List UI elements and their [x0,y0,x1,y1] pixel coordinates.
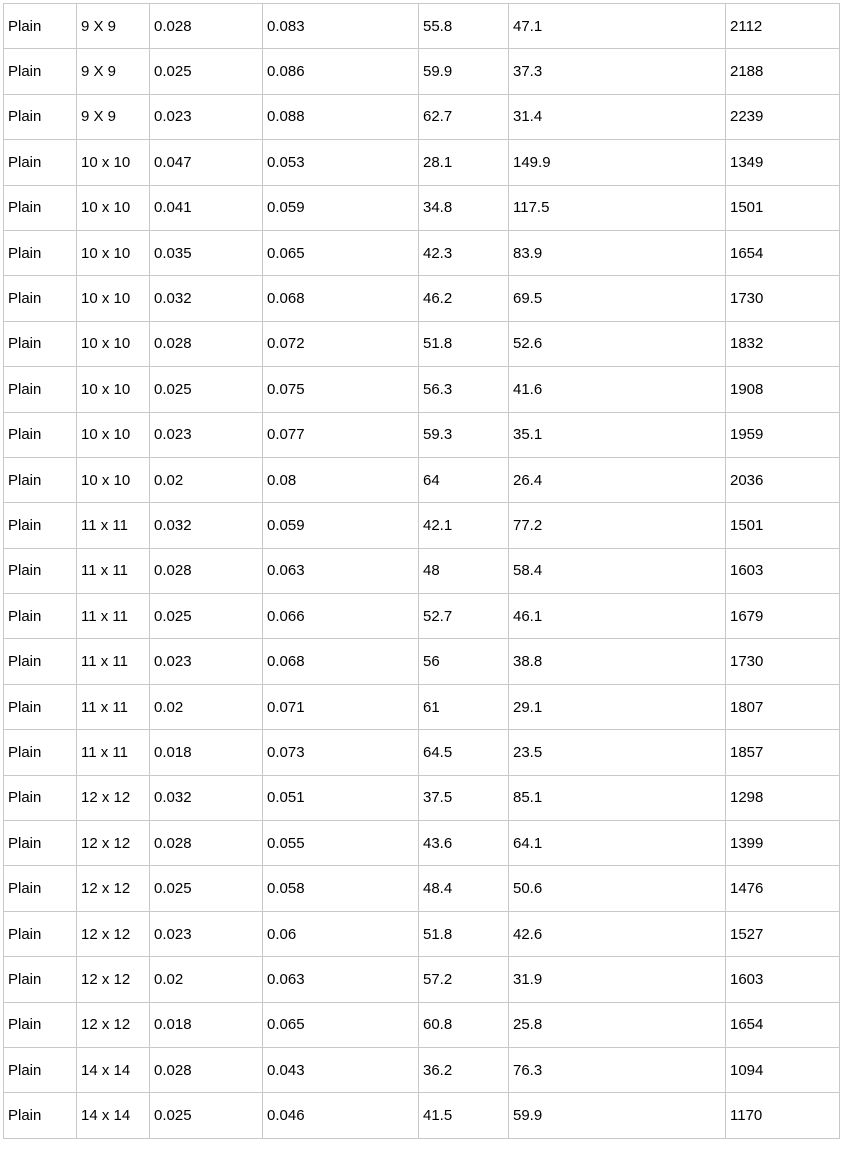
value-a-cell: 0.032 [150,775,263,820]
value-d-cell: 85.1 [509,775,726,820]
table-row [4,321,840,366]
value-d-cell: 29.1 [509,684,726,729]
value-b-cell: 0.072 [263,321,419,366]
size-cell: 10 x 10 [77,367,150,412]
value-c-cell: 36.2 [419,1047,509,1092]
value-a-cell: 0.023 [150,639,263,684]
value-e-cell: 2239 [726,94,840,139]
value-c-cell: 61 [419,684,509,729]
value-e-cell: 1298 [726,775,840,820]
value-b-cell: 0.071 [263,684,419,729]
size-cell: 10 x 10 [77,412,150,457]
table-row [4,185,840,230]
value-e-cell: 2188 [726,49,840,94]
value-e-cell: 1908 [726,367,840,412]
value-b-cell: 0.059 [263,185,419,230]
value-e-cell: 1730 [726,276,840,321]
size-cell: 10 x 10 [77,321,150,366]
value-b-cell: 0.059 [263,503,419,548]
value-e-cell: 1603 [726,548,840,593]
value-b-cell: 0.046 [263,1093,419,1138]
value-c-cell: 64 [419,457,509,502]
type-cell: Plain [4,230,77,275]
value-e-cell: 1807 [726,684,840,729]
value-d-cell: 42.6 [509,911,726,956]
value-d-cell: 76.3 [509,1047,726,1092]
value-d-cell: 41.6 [509,367,726,412]
size-cell: 14 x 14 [77,1047,150,1092]
type-cell: Plain [4,412,77,457]
value-b-cell: 0.066 [263,594,419,639]
value-a-cell: 0.02 [150,957,263,1002]
type-cell: Plain [4,140,77,185]
value-b-cell: 0.073 [263,730,419,775]
value-b-cell: 0.063 [263,548,419,593]
size-cell: 12 x 12 [77,911,150,956]
table-row [4,957,840,1002]
value-b-cell: 0.08 [263,457,419,502]
table-row [4,775,840,820]
table-row [4,457,840,502]
value-b-cell: 0.043 [263,1047,419,1092]
type-cell: Plain [4,684,77,729]
value-b-cell: 0.077 [263,412,419,457]
value-a-cell: 0.025 [150,866,263,911]
size-cell: 14 x 14 [77,1093,150,1138]
value-e-cell: 1959 [726,412,840,457]
value-d-cell: 46.1 [509,594,726,639]
table-row [4,548,840,593]
size-cell: 12 x 12 [77,866,150,911]
value-b-cell: 0.086 [263,49,419,94]
value-b-cell: 0.068 [263,639,419,684]
table-row [4,503,840,548]
value-c-cell: 56 [419,639,509,684]
type-cell: Plain [4,821,77,866]
type-cell: Plain [4,548,77,593]
value-c-cell: 60.8 [419,1002,509,1047]
value-a-cell: 0.041 [150,185,263,230]
type-cell: Plain [4,911,77,956]
type-cell: Plain [4,639,77,684]
value-e-cell: 1527 [726,911,840,956]
size-cell: 9 X 9 [77,49,150,94]
table-row [4,140,840,185]
value-e-cell: 1832 [726,321,840,366]
value-e-cell: 1679 [726,594,840,639]
value-b-cell: 0.06 [263,911,419,956]
value-a-cell: 0.023 [150,911,263,956]
value-e-cell: 1476 [726,866,840,911]
value-d-cell: 149.9 [509,140,726,185]
value-a-cell: 0.025 [150,367,263,412]
type-cell: Plain [4,276,77,321]
table-row [4,1047,840,1092]
value-a-cell: 0.028 [150,1047,263,1092]
size-cell: 11 x 11 [77,684,150,729]
value-d-cell: 23.5 [509,730,726,775]
size-cell: 10 x 10 [77,185,150,230]
value-b-cell: 0.051 [263,775,419,820]
type-cell: Plain [4,49,77,94]
value-d-cell: 37.3 [509,49,726,94]
value-d-cell: 38.8 [509,639,726,684]
value-c-cell: 52.7 [419,594,509,639]
value-d-cell: 31.9 [509,957,726,1002]
type-cell: Plain [4,185,77,230]
size-cell: 12 x 12 [77,821,150,866]
value-c-cell: 41.5 [419,1093,509,1138]
table-row [4,821,840,866]
size-cell: 10 x 10 [77,276,150,321]
value-c-cell: 48.4 [419,866,509,911]
type-cell: Plain [4,1002,77,1047]
value-e-cell: 2036 [726,457,840,502]
value-a-cell: 0.025 [150,594,263,639]
value-d-cell: 69.5 [509,276,726,321]
table-row [4,367,840,412]
size-cell: 11 x 11 [77,548,150,593]
table-row [4,4,840,49]
value-c-cell: 51.8 [419,321,509,366]
value-c-cell: 62.7 [419,94,509,139]
size-cell: 11 x 11 [77,639,150,684]
value-e-cell: 1170 [726,1093,840,1138]
type-cell: Plain [4,1047,77,1092]
value-d-cell: 59.9 [509,1093,726,1138]
table-row [4,730,840,775]
value-d-cell: 31.4 [509,94,726,139]
table-row [4,49,840,94]
value-b-cell: 0.065 [263,230,419,275]
value-b-cell: 0.065 [263,1002,419,1047]
type-cell: Plain [4,457,77,502]
table-row [4,684,840,729]
value-d-cell: 52.6 [509,321,726,366]
value-d-cell: 117.5 [509,185,726,230]
table-row [4,594,840,639]
value-e-cell: 1654 [726,230,840,275]
value-a-cell: 0.025 [150,1093,263,1138]
table-row [4,94,840,139]
value-d-cell: 64.1 [509,821,726,866]
size-cell: 11 x 11 [77,503,150,548]
value-c-cell: 51.8 [419,911,509,956]
type-cell: Plain [4,775,77,820]
value-a-cell: 0.025 [150,49,263,94]
value-b-cell: 0.083 [263,4,419,49]
value-c-cell: 42.1 [419,503,509,548]
value-b-cell: 0.068 [263,276,419,321]
value-b-cell: 0.075 [263,367,419,412]
value-b-cell: 0.053 [263,140,419,185]
value-a-cell: 0.02 [150,684,263,729]
type-cell: Plain [4,321,77,366]
value-a-cell: 0.023 [150,94,263,139]
size-cell: 10 x 10 [77,457,150,502]
value-a-cell: 0.018 [150,1002,263,1047]
value-a-cell: 0.028 [150,321,263,366]
size-cell: 12 x 12 [77,775,150,820]
value-c-cell: 55.8 [419,4,509,49]
value-d-cell: 77.2 [509,503,726,548]
size-cell: 11 x 11 [77,730,150,775]
value-b-cell: 0.063 [263,957,419,1002]
value-c-cell: 57.2 [419,957,509,1002]
value-d-cell: 50.6 [509,866,726,911]
value-c-cell: 34.8 [419,185,509,230]
size-cell: 10 x 10 [77,230,150,275]
value-c-cell: 64.5 [419,730,509,775]
value-e-cell: 1399 [726,821,840,866]
type-cell: Plain [4,594,77,639]
value-e-cell: 1349 [726,140,840,185]
type-cell: Plain [4,1093,77,1138]
value-e-cell: 1603 [726,957,840,1002]
value-c-cell: 59.9 [419,49,509,94]
size-cell: 10 x 10 [77,140,150,185]
size-cell: 9 X 9 [77,94,150,139]
value-c-cell: 43.6 [419,821,509,866]
type-cell: Plain [4,367,77,412]
type-cell: Plain [4,94,77,139]
size-cell: 9 X 9 [77,4,150,49]
value-e-cell: 1730 [726,639,840,684]
size-cell: 12 x 12 [77,1002,150,1047]
value-e-cell: 1094 [726,1047,840,1092]
size-cell: 11 x 11 [77,594,150,639]
value-a-cell: 0.023 [150,412,263,457]
type-cell: Plain [4,503,77,548]
value-c-cell: 28.1 [419,140,509,185]
table-body [4,4,840,1139]
table-row [4,1093,840,1138]
table-row [4,1002,840,1047]
size-cell: 12 x 12 [77,957,150,1002]
value-e-cell: 1501 [726,185,840,230]
value-c-cell: 56.3 [419,367,509,412]
value-d-cell: 83.9 [509,230,726,275]
value-c-cell: 46.2 [419,276,509,321]
value-a-cell: 0.032 [150,276,263,321]
table-row [4,639,840,684]
value-a-cell: 0.035 [150,230,263,275]
value-a-cell: 0.028 [150,548,263,593]
value-a-cell: 0.028 [150,4,263,49]
value-e-cell: 1857 [726,730,840,775]
table-row [4,866,840,911]
value-d-cell: 47.1 [509,4,726,49]
value-d-cell: 35.1 [509,412,726,457]
table-row [4,911,840,956]
value-d-cell: 58.4 [509,548,726,593]
data-table [3,3,840,1139]
value-a-cell: 0.02 [150,457,263,502]
value-c-cell: 42.3 [419,230,509,275]
value-b-cell: 0.055 [263,821,419,866]
value-d-cell: 25.8 [509,1002,726,1047]
value-e-cell: 1501 [726,503,840,548]
type-cell: Plain [4,4,77,49]
value-a-cell: 0.032 [150,503,263,548]
value-d-cell: 26.4 [509,457,726,502]
type-cell: Plain [4,957,77,1002]
value-a-cell: 0.047 [150,140,263,185]
value-e-cell: 1654 [726,1002,840,1047]
value-b-cell: 0.058 [263,866,419,911]
table-row [4,230,840,275]
value-e-cell: 2112 [726,4,840,49]
value-c-cell: 59.3 [419,412,509,457]
value-c-cell: 48 [419,548,509,593]
type-cell: Plain [4,866,77,911]
value-c-cell: 37.5 [419,775,509,820]
table-row [4,276,840,321]
value-a-cell: 0.018 [150,730,263,775]
table-row [4,412,840,457]
value-a-cell: 0.028 [150,821,263,866]
type-cell: Plain [4,730,77,775]
value-b-cell: 0.088 [263,94,419,139]
